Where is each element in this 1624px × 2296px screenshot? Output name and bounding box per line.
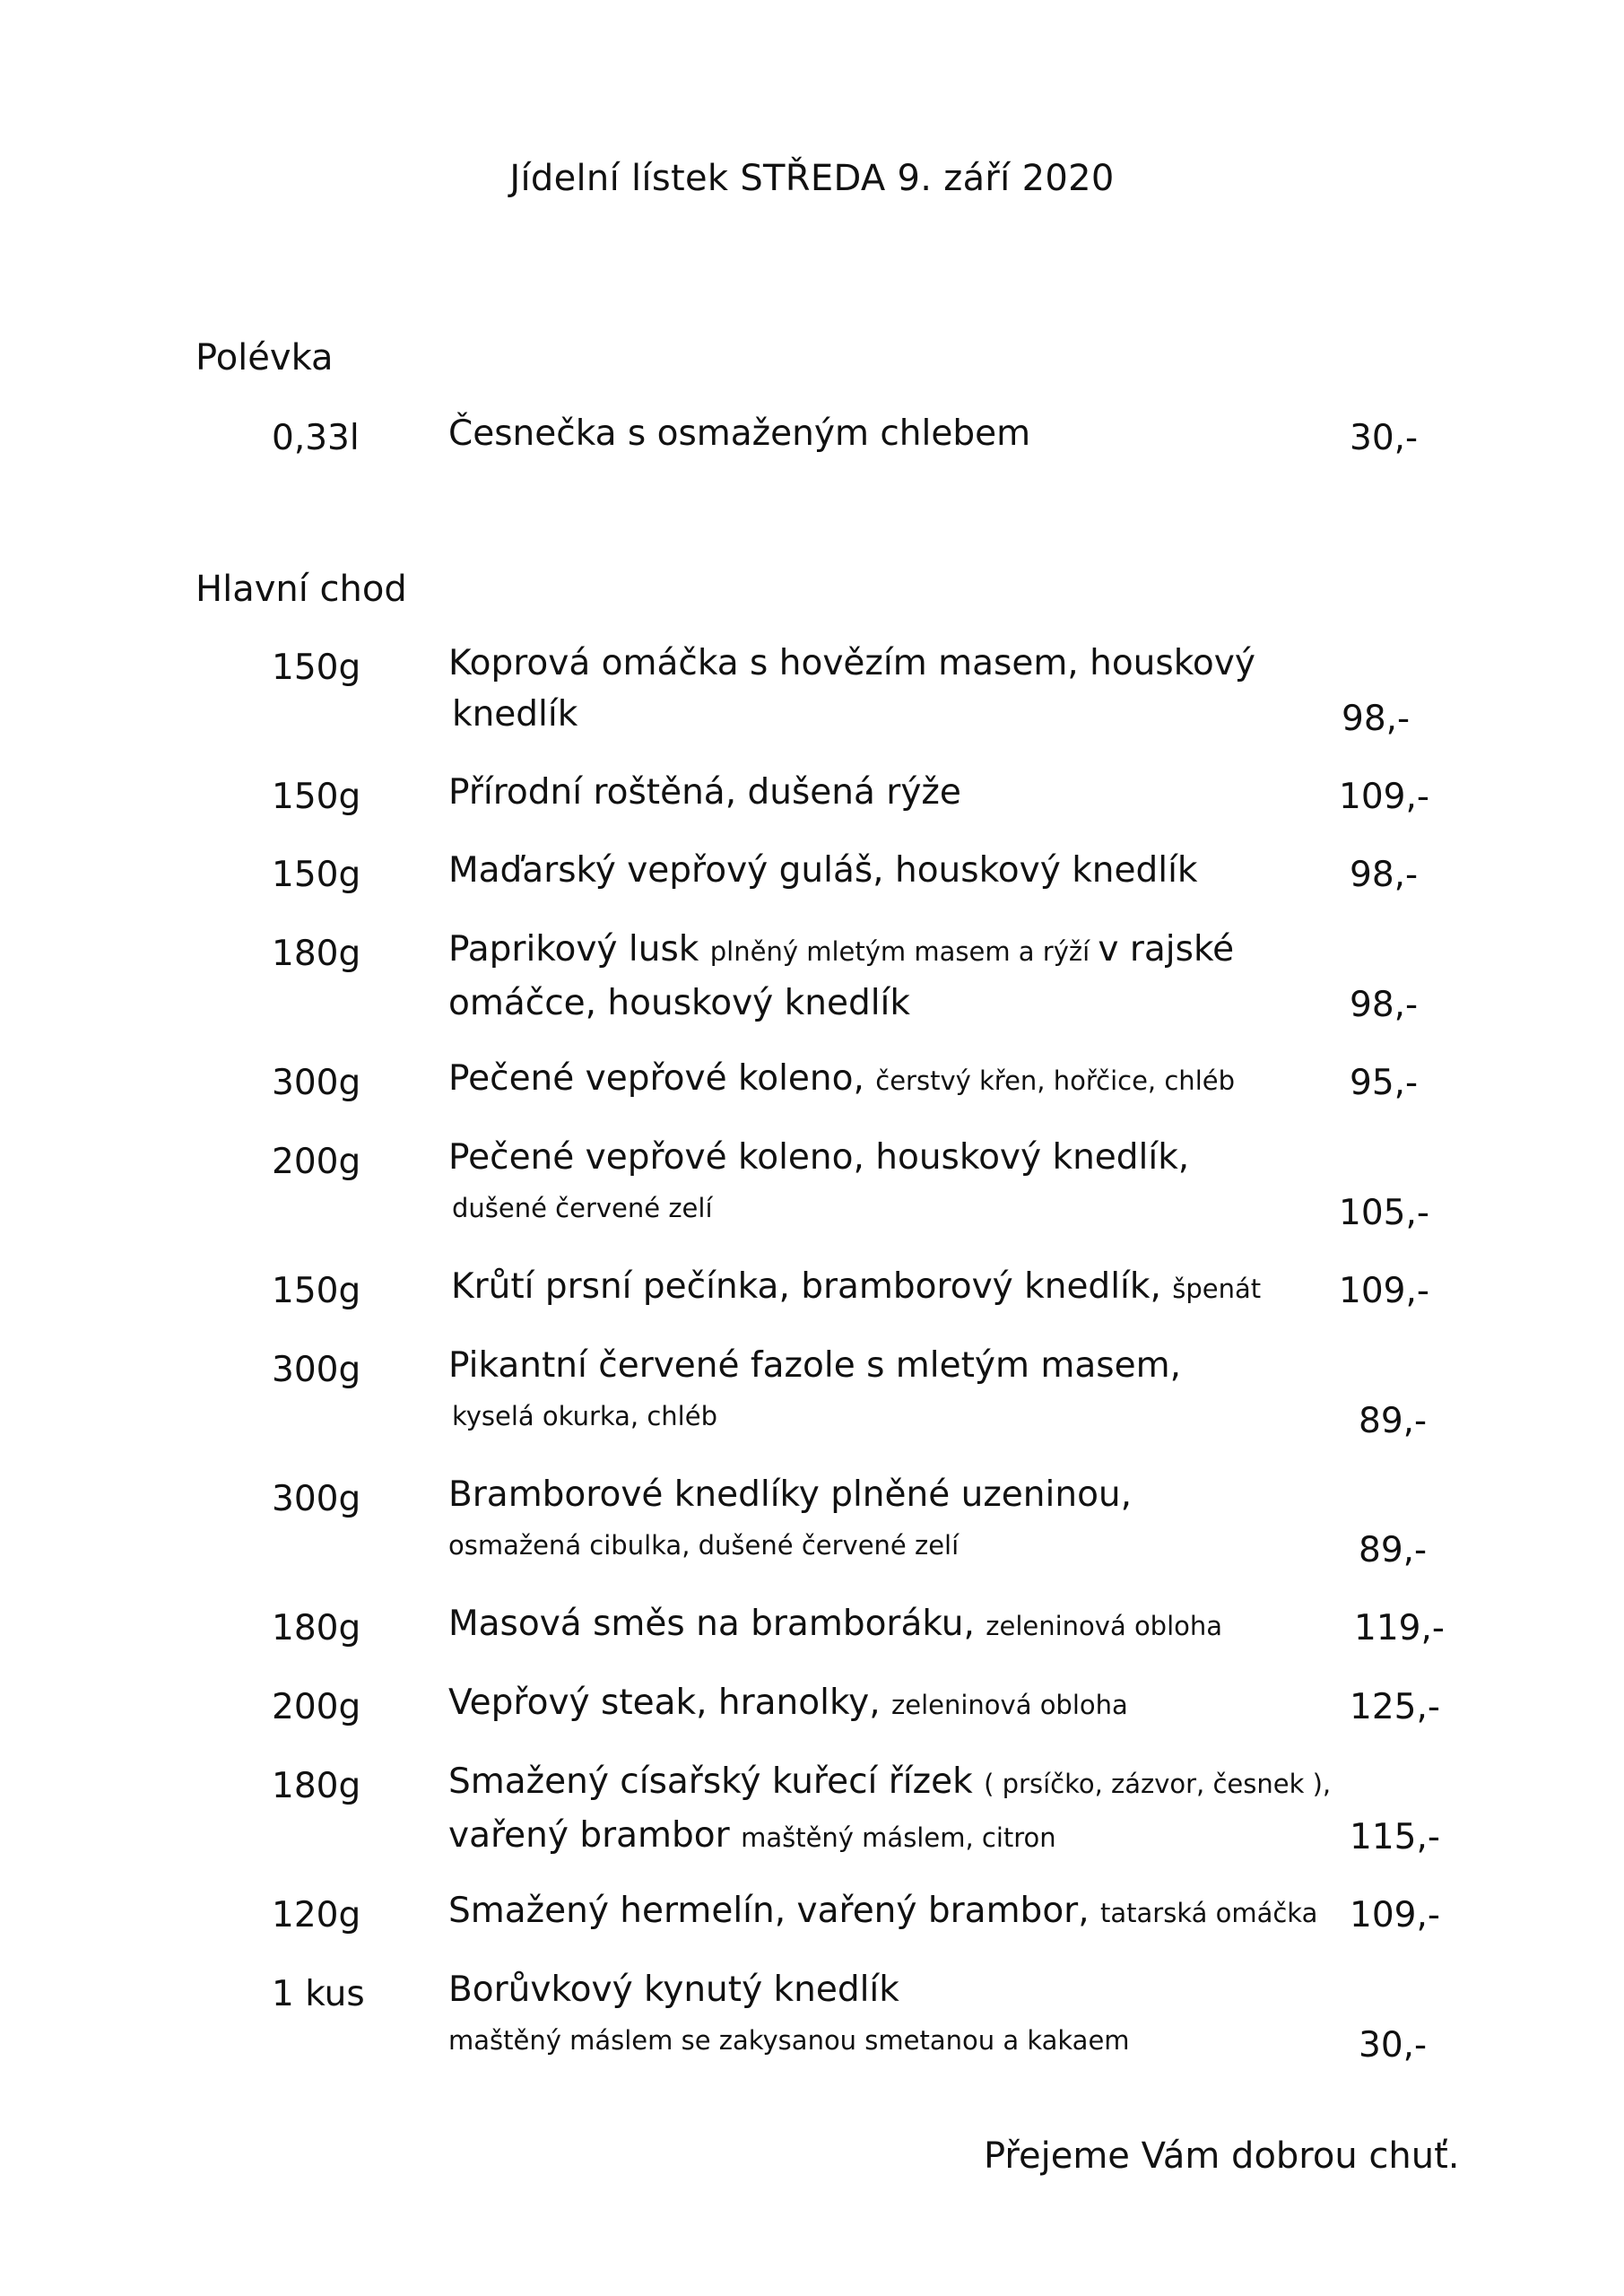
item-name: Masová směs na bramboráku, [448, 1604, 986, 1644]
item-note: tatarská omáčka [1100, 1898, 1318, 1928]
item-note: plněný mletým masem a rýží [709, 936, 1099, 967]
item-quantity: 150g [272, 1271, 361, 1311]
item-description [448, 1053, 1235, 1107]
item-price: 89,- [1359, 1401, 1428, 1441]
item-note: kyselá okurka, chléb [452, 1401, 717, 1431]
item-line: Bramborové knedlíky plněné uzeninou, [448, 1474, 1133, 1515]
item-quantity: 200g [272, 1142, 361, 1182]
item-description [448, 1598, 1222, 1652]
item-note: ( prsíčko, zázvor, česnek ), [984, 1769, 1332, 1799]
item-price: 115,- [1350, 1817, 1440, 1857]
item-note: čerstvý křen, hořčice, chléb [875, 1065, 1235, 1096]
item-description [448, 924, 1234, 1029]
section-heading-main: Hlavní chod [195, 569, 407, 610]
item-price: 109,- [1350, 1895, 1440, 1935]
item-quantity: 150g [272, 855, 361, 895]
item-description [451, 1261, 1261, 1315]
item-price: 105,- [1339, 1193, 1429, 1233]
item-name: Pečené vepřové koleno, [448, 1058, 876, 1099]
item-price: 98,- [1350, 985, 1419, 1025]
item-name: Maďarský vepřový guláš, houskový knedlík [448, 850, 1198, 891]
item-quantity: 300g [272, 1350, 361, 1390]
item-price: 30,- [1359, 2025, 1428, 2066]
item-line: omáčce, houskový knedlík [448, 983, 910, 1023]
item-quantity: 150g [272, 648, 361, 688]
section-heading-soup: Polévka [195, 337, 334, 378]
item-description [448, 1885, 1317, 1939]
item-quantity: 1 kus [272, 1974, 365, 2014]
item-quantity: 150g [272, 777, 361, 817]
item-price: 98,- [1350, 855, 1419, 895]
item-name: Paprikový lusk [448, 929, 710, 970]
item-name: Krůtí prsní pečínka, bramborový knedlík, [451, 1266, 1173, 1307]
item-line: Pečené vepřové koleno, houskový knedlík, [448, 1137, 1190, 1178]
page-title: Jídelní lístek STŘEDA 9. září 2020 [509, 158, 1115, 199]
closing-greeting: Přejeme Vám dobrou chuť. [984, 2135, 1460, 2177]
item-price: 125,- [1350, 1687, 1440, 1727]
item-quantity: 300g [272, 1479, 361, 1519]
item-name: Česnečka s osmaženým chlebem [448, 413, 1031, 454]
item-note: maštěný máslem, citron [741, 1822, 1056, 1853]
item-line: Pikantní červené fazole s mletým masem, [448, 1345, 1181, 1386]
item-description [448, 638, 1255, 740]
item-quantity: 180g [272, 934, 361, 974]
item-name: Smažený hermelín, vařený brambor, [448, 1891, 1101, 1931]
item-description [448, 1469, 1132, 1571]
item-price: 119,- [1354, 1608, 1445, 1648]
item-note: zeleninová obloha [891, 1690, 1128, 1720]
item-note: dušené červené zelí [452, 1193, 713, 1223]
item-name-cont: vařený brambor [448, 1815, 742, 1856]
item-price: 95,- [1350, 1063, 1419, 1103]
item-description [448, 1964, 1130, 2066]
item-quantity: 300g [272, 1063, 361, 1103]
item-quantity: 0,33l [272, 418, 360, 458]
item-name: Smažený císařský kuřecí řízek [448, 1761, 985, 1802]
item-description [448, 1132, 1189, 1234]
item-name: Přírodní roštěná, dušená rýže [448, 772, 961, 813]
item-name-cont: v rajské [1098, 929, 1235, 970]
item-price: 109,- [1339, 777, 1429, 817]
item-quantity: 180g [272, 1608, 361, 1648]
item-line [448, 924, 1234, 978]
item-quantity: 180g [272, 1766, 361, 1806]
item-description [448, 1677, 1128, 1731]
item-line: knedlík [452, 694, 578, 735]
item-description [448, 1756, 1331, 1864]
item-note: osmažená cibulka, dušené červené zelí [448, 1530, 960, 1561]
item-note: špenát [1172, 1274, 1262, 1304]
item-line [448, 1810, 1331, 1864]
item-name: Vepřový steak, hranolky, [448, 1683, 892, 1723]
item-quantity: 200g [272, 1687, 361, 1727]
item-price: 30,- [1350, 418, 1419, 458]
item-line: Borůvkový kynutý knedlík [448, 1970, 899, 2010]
item-description [448, 1340, 1181, 1442]
item-quantity: 120g [272, 1895, 361, 1935]
item-line [448, 1756, 1331, 1810]
item-note: maštěný máslem se zakysanou smetanou a kakaem [448, 2025, 1130, 2056]
item-note: zeleninová obloha [986, 1611, 1223, 1641]
item-price: 109,- [1339, 1271, 1429, 1311]
item-line: Koprová omáčka s hovězím masem, houskový [448, 643, 1255, 683]
item-price: 98,- [1342, 699, 1411, 739]
item-price: 89,- [1359, 1530, 1428, 1570]
